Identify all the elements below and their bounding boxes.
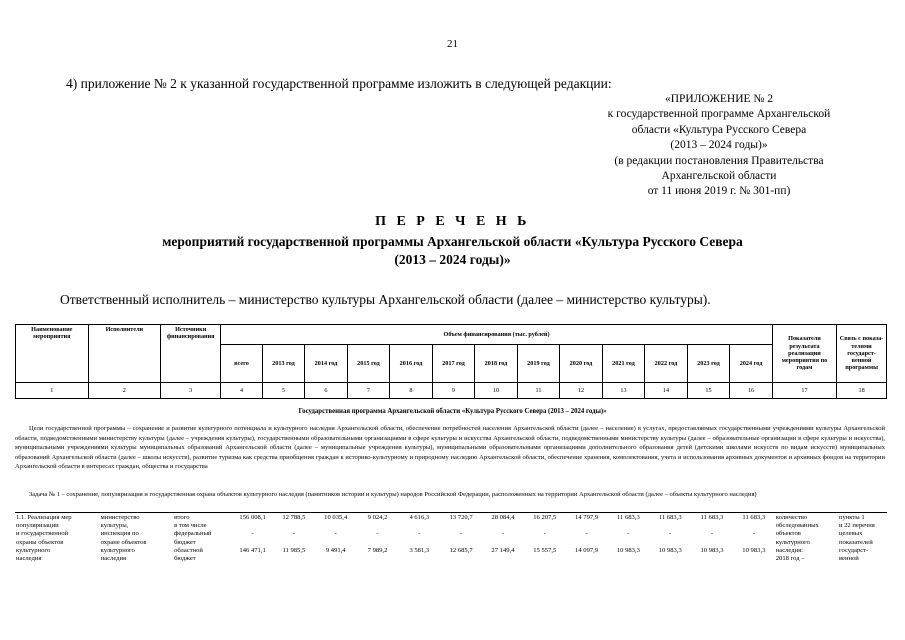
col-header-link: Связь с показа-телями государст-венной программы	[837, 325, 887, 383]
executor-line: наследия	[100, 555, 127, 563]
col-header-year: 2024 год	[730, 345, 773, 383]
source-line: бюджет	[174, 555, 196, 563]
value-cell: 146 471,1	[239, 546, 266, 554]
value-cell: 10 983,3	[742, 546, 766, 554]
value-cell: 10 983,3	[700, 546, 724, 554]
col-header-event: Наименование мероприятия	[16, 325, 89, 383]
column-number: 13	[602, 383, 645, 399]
measure-name-line: наследия	[16, 555, 42, 563]
indicator-line: количество	[775, 514, 808, 521]
source-regional	[173, 547, 232, 563]
column-number: 11	[517, 383, 560, 399]
column-number: 10	[475, 383, 518, 399]
value-cell: -	[627, 530, 630, 538]
measure-table	[15, 514, 887, 563]
indicator-line: культурного	[775, 538, 810, 546]
source-total	[173, 514, 232, 522]
measure-name-line: культурного	[16, 546, 51, 554]
col-header-indicators: Показатели результата реализации мероприятия по годам	[772, 325, 836, 383]
link-line: показателей	[838, 538, 873, 546]
col-header-year: 2013 год	[262, 345, 305, 383]
value-cell: 9 024,2	[367, 514, 388, 521]
value-cell: -	[501, 530, 505, 538]
value-cell: -	[292, 530, 295, 538]
measure-executor	[100, 514, 173, 563]
value-cell: 10 983,3	[616, 546, 640, 554]
source-federal	[173, 522, 232, 547]
source-line: федеральный	[174, 530, 212, 538]
column-number: 16	[730, 383, 773, 399]
executor-line: министерство	[100, 514, 140, 521]
measure-name	[15, 514, 100, 563]
value-cell: 10 035,4	[324, 514, 348, 521]
link-line: государст-	[838, 546, 869, 554]
value-cell: 15 557,5	[533, 546, 557, 554]
header-table	[15, 324, 887, 399]
value-cell: -	[710, 530, 714, 538]
col-header-year: 2015 год	[347, 345, 390, 383]
page-number: 21	[447, 38, 458, 50]
value-cell: -	[334, 530, 337, 538]
column-number: 4	[221, 383, 262, 399]
column-number: 18	[837, 383, 887, 399]
link-line: венной	[838, 555, 859, 563]
value-cell: 3 581,3	[409, 546, 430, 554]
list-title: П Е Р Е Ч Е Н Ь	[375, 214, 530, 229]
link-line: целевых	[838, 530, 863, 538]
source-line: областной	[174, 546, 203, 554]
col-header-year: 2018 год	[475, 345, 518, 383]
col-header-year: 2022 год	[645, 345, 688, 383]
value-cell: 4 616,3	[409, 514, 430, 521]
column-number: 6	[305, 383, 348, 399]
column-number: 9	[432, 383, 475, 399]
value-cell: 11 683,3	[742, 514, 766, 521]
program-goals: Цели государственной программы – сохранение и развитие культурного потенциала и культурного наследия Архангельской области, обеспечение потребностей населения Архангельской области (далее – население) в услугах, предоставляемых государственными учреждениями культуры Архангельской области, подведомственными министерству культуры (далее – учреждения культуры), государственными образовательными организациями в сфере культуры и искусства Архангельской области, подведомственными министерству культуры (далее – образовательные организации в сфере культуры и искусства), муниципальными учреждениями культуры муниципальных образований Архангельской области (далее – муниципальные учреждения культуры), муниципальными образовательными организациями дополнительного образования детей (детскими школами искусств по видам искусств) муниципальных образований Архангельской области (далее – школы искусств), развитие туризма как средства приобщения граждан к историко-культурному и природному наследию Архангельской области, обеспечение хранения, комплектования, учета и использования архивных документов и архивных фондов на территории Архангельской области в интересах граждан, общества и государства	[15, 425, 885, 470]
measure-name-line: и государственной	[16, 530, 69, 538]
value-cell: 14 097,9	[575, 546, 599, 554]
executor-line: инспекция по	[100, 530, 139, 538]
value-cell: 16 207,5	[533, 514, 557, 521]
value-cell: 27 149,4	[491, 546, 515, 554]
executor-line: культуры,	[100, 522, 129, 530]
executor-line: культурного	[100, 546, 135, 554]
appendix-line: к государственной программе Архангельской	[607, 108, 831, 121]
list-subtitle: мероприятий государственной программы Архангельской области «Культура Русского Севера	[162, 234, 743, 249]
appendix-line: области «Культура Русского Севера	[631, 123, 807, 136]
program-title: Государственная программа Архангельской области «Культура Русского Севера (2013 – 2024 годы)»	[298, 408, 607, 415]
value-cell: 13 720,7	[449, 514, 473, 521]
value-cell: -	[585, 530, 588, 538]
indicator-line: обследованных	[775, 522, 819, 530]
column-number: 15	[687, 383, 730, 399]
col-header-year: 2017 год	[432, 345, 475, 383]
col-header-total: всего	[221, 345, 262, 383]
value-cell: -	[460, 530, 463, 538]
value-cell: 156 008,1	[239, 514, 266, 521]
col-header-executors: Исполнители	[88, 325, 161, 383]
col-header-year: 2016 год	[390, 345, 433, 383]
value-cell: 11 683,3	[700, 514, 724, 521]
appendix-line: «ПРИЛОЖЕНИЕ № 2	[664, 93, 773, 105]
value-cell: -	[669, 530, 672, 538]
value-cell: -	[418, 530, 421, 538]
value-cell: 10 983,3	[658, 546, 682, 554]
value-cell: 28 084,4	[491, 514, 515, 521]
indicator-line: 2018 год –	[775, 555, 805, 563]
measure-link	[838, 514, 887, 563]
col-header-year: 2021 год	[602, 345, 645, 383]
column-number: 3	[161, 383, 221, 399]
column-number: 12	[560, 383, 603, 399]
column-number: 2	[88, 383, 161, 399]
appendix-line: (в редакции постановления Правительства	[614, 154, 824, 167]
column-number: 5	[262, 383, 305, 399]
intro-text: 4) приложение № 2 к указанной государственной программе изложить в следующей редакции:	[66, 76, 612, 91]
column-number: 1	[16, 383, 89, 399]
col-header-year: 2023 год	[687, 345, 730, 383]
measure-indicators	[775, 514, 838, 563]
link-line: пункты 1	[838, 514, 865, 521]
col-header-year: 2020 год	[560, 345, 603, 383]
appendix-line: (2013 – 2024 годы)»	[670, 139, 768, 152]
value-cell: 11 985,5	[282, 546, 306, 554]
value-cell: -	[251, 530, 254, 538]
measure-name-line: 1.1. Реализация мер	[16, 514, 72, 521]
column-number: 17	[772, 383, 836, 399]
source-line: итого	[174, 514, 190, 521]
value-cell: 11 683,3	[616, 514, 640, 521]
indicator-line: наследия:	[775, 546, 803, 554]
value-cell: 12 788,5	[282, 514, 306, 521]
divider	[15, 512, 887, 513]
executor-line: охране объектов	[100, 538, 147, 546]
appendix-line: от 11 июня 2019 г. № 301-пп)	[647, 185, 791, 198]
value-cell: 12 685,7	[449, 546, 473, 554]
task-description: Задача № 1 – сохранение, популяризация и государственная охрана объектов культурного наследия (памятников истории и культуры) народов Российской Федерации, расположенных на территории Архангельской области (далее – объекты культурного наследия)	[29, 491, 757, 498]
source-line: бюджет	[174, 538, 196, 546]
value-cell: -	[752, 530, 755, 538]
indicator-line: объектов	[775, 530, 801, 538]
column-number: 8	[390, 383, 433, 399]
measure-name-line: охраны объектов	[16, 538, 64, 546]
value-cell: 14 797,9	[575, 514, 599, 521]
list-subtitle-years: (2013 – 2024 годы)»	[394, 252, 511, 267]
value-cell: 11 683,3	[658, 514, 682, 521]
appendix-header	[569, 92, 869, 200]
value-cell: 9 491,4	[325, 546, 346, 554]
col-header-year: 2014 год	[305, 345, 348, 383]
source-line: в том числе	[174, 522, 207, 530]
value-cell: 7 989,2	[367, 546, 388, 554]
link-line: и 22 перечня	[838, 522, 875, 530]
col-header-year: 2019 год	[517, 345, 560, 383]
measure-name-line: популяризации	[16, 522, 59, 530]
responsible-executor: Ответственный исполнитель – министерство культуры Архангельской области (далее – министерство культуры).	[60, 292, 711, 307]
column-number: 14	[645, 383, 688, 399]
value-cell: -	[376, 530, 379, 538]
value-cell: -	[543, 530, 546, 538]
col-header-sources: Источники финансирования	[161, 325, 221, 383]
col-header-funding: Объем финансирования (тыс. рублей)	[221, 325, 773, 345]
appendix-line: Архангельской области	[661, 170, 777, 183]
column-number: 7	[347, 383, 390, 399]
